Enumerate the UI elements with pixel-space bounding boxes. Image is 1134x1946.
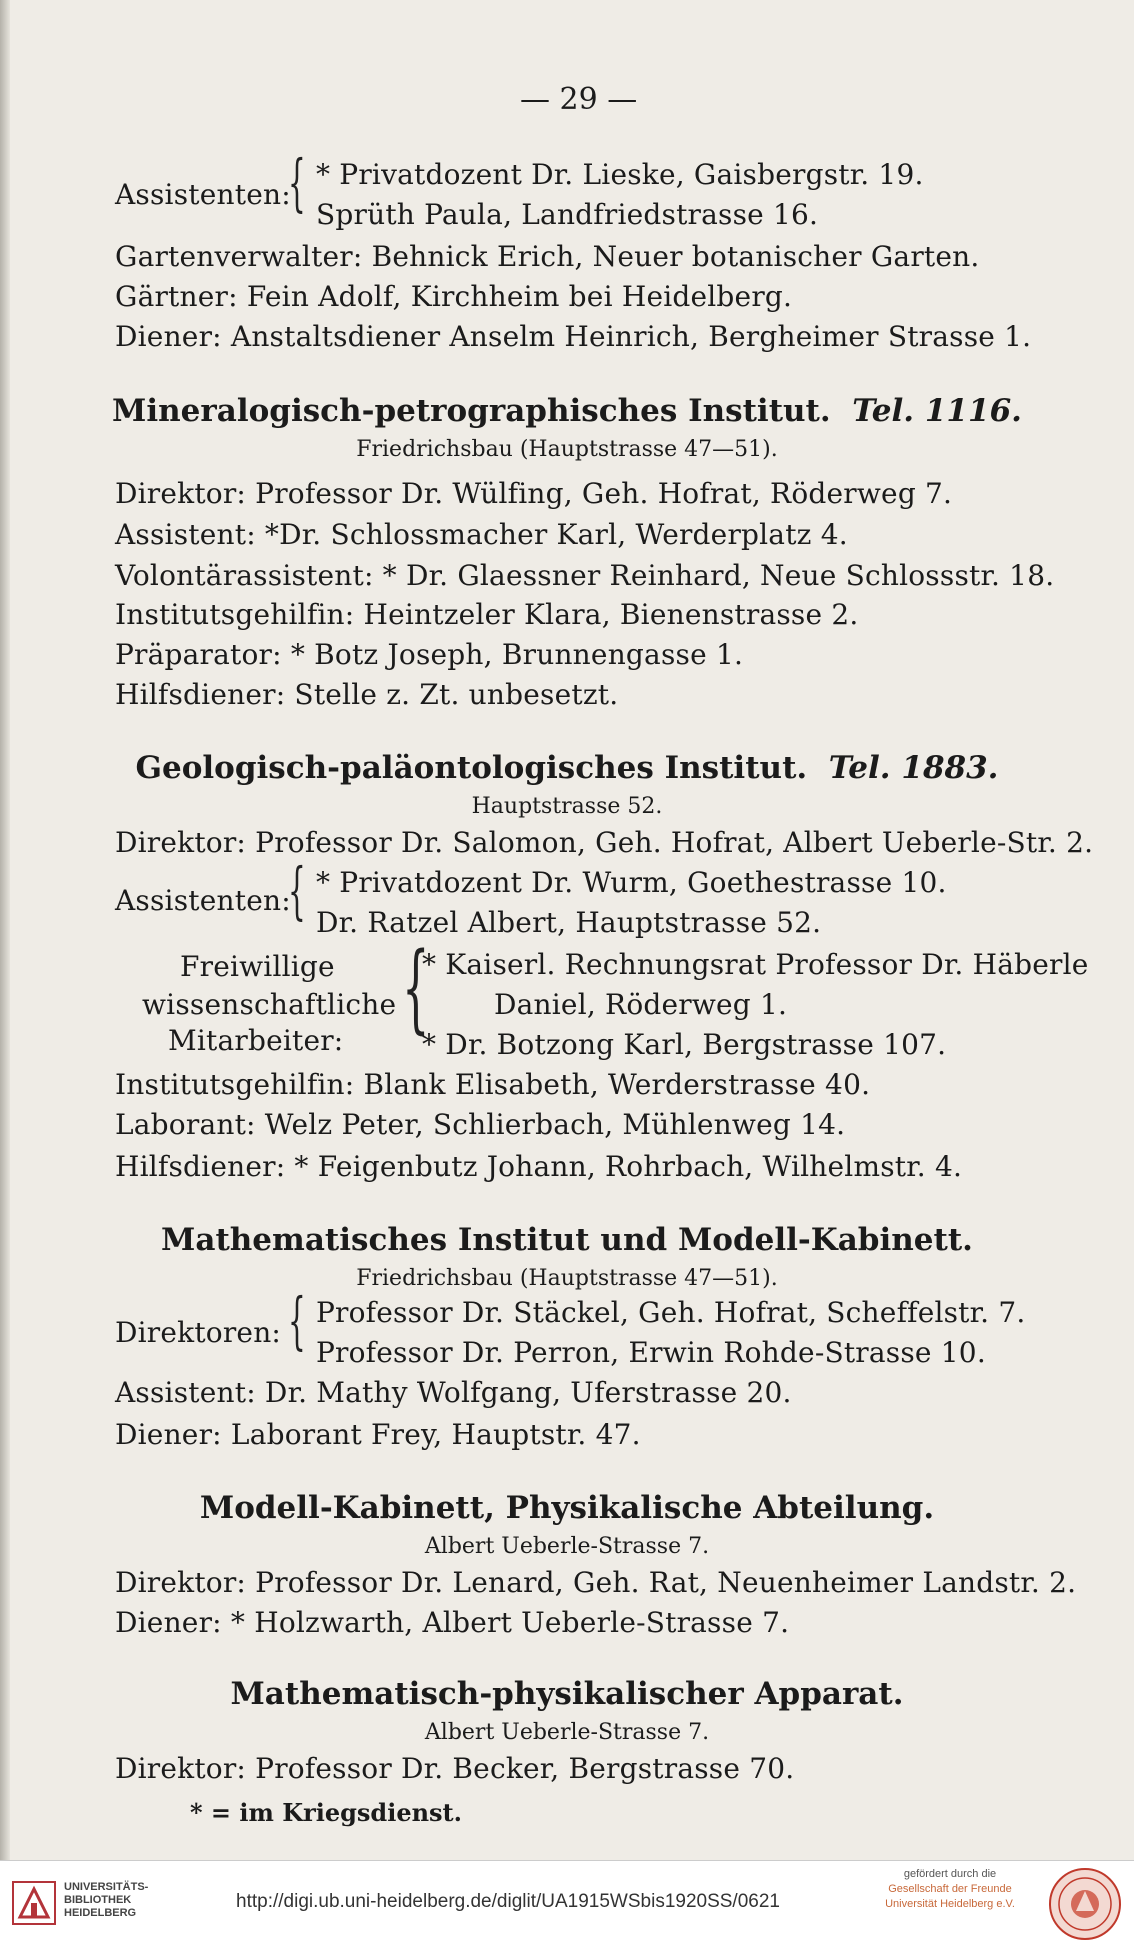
staff-line: Gärtner: Fein Adolf, Kirchheim bei Heidelberg. xyxy=(115,280,793,313)
section-address: Friedrichsbau (Hauptstrasse 47—51). xyxy=(356,1266,778,1291)
section-address: Friedrichsbau (Hauptstrasse 47—51). xyxy=(356,437,778,462)
assistant-entry: * Privatdozent Dr. Lieske, Gaisbergstr. 19. xyxy=(316,158,924,191)
university-seal-icon xyxy=(1048,1867,1122,1941)
assistant-entry: Dr. Ratzel Albert, Hauptstrasse 52. xyxy=(316,906,822,939)
directors-label: Direktoren: xyxy=(115,1316,282,1349)
director-entry: Professor Dr. Stäckel, Geh. Hofrat, Scheffelstr. 7. xyxy=(316,1296,1026,1329)
staff-line: Direktor: Professor Dr. Wülfing, Geh. Hofrat, Röderweg 7. xyxy=(115,477,953,510)
section-heading xyxy=(0,750,1134,786)
staff-line: Institutsgehilfin: Blank Elisabeth, Werderstrasse 40. xyxy=(115,1068,871,1101)
staff-line: Direktor: Professor Dr. Becker, Bergstrasse 70. xyxy=(115,1752,795,1785)
assistants-label: Assistenten: xyxy=(115,884,291,917)
library-name xyxy=(64,1881,148,1920)
sponsor-line: Universität Heidelberg e.V. xyxy=(885,1898,1015,1910)
section-heading: Mathematisch-physikalischer Apparat. xyxy=(230,1676,904,1712)
library-name-line: BIBLIOTHEK xyxy=(64,1894,132,1906)
volunteers-label: wissenschaftliche xyxy=(142,988,397,1021)
section-heading xyxy=(0,393,1134,429)
sponsor-line: Gesellschaft der Freunde xyxy=(888,1883,1012,1895)
library-logo-icon xyxy=(12,1881,56,1925)
staff-line: Direktor: Professor Dr. Salomon, Geh. Hofrat, Albert Ueberle-Str. 2. xyxy=(115,826,1094,859)
telephone: Tel. 1116. xyxy=(852,393,1022,429)
sponsor-line: gefördert durch die xyxy=(903,1868,997,1880)
permalink-url[interactable]: http://digi.ub.uni-heidelberg.de/diglit/UA1915WSbis1920SS/0621 xyxy=(236,1891,780,1912)
footnote: * = im Kriegsdienst. xyxy=(190,1798,462,1827)
staff-line: Assistent: Dr. Mathy Wolfgang, Uferstrasse 20. xyxy=(115,1376,792,1409)
institute-name: Mineralogisch-petrographisches Institut. xyxy=(112,393,831,429)
staff-line: Volontärassistent: * Dr. Glaessner Reinhard, Neue Schlossstr. 18. xyxy=(115,559,1055,592)
brace: { xyxy=(402,932,430,1044)
brace: { xyxy=(288,146,306,219)
assistant-entry: * Privatdozent Dr. Wurm, Goethestrasse 10. xyxy=(316,866,947,899)
staff-line: Hilfsdiener: * Feigenbutz Johann, Rohrbach, Wilhelmstr. 4. xyxy=(115,1150,963,1183)
staff-line: Diener: Anstaltsdiener Anselm Heinrich, Bergheimer Strasse 1. xyxy=(115,320,1032,353)
sponsor-text xyxy=(875,1867,1025,1912)
section-address: Albert Ueberle-Strasse 7. xyxy=(424,1534,710,1559)
staff-line: Gartenverwalter: Behnick Erich, Neuer botanischer Garten. xyxy=(115,240,980,273)
telephone: Tel. 1883. xyxy=(828,750,999,786)
staff-line: Direktor: Professor Dr. Lenard, Geh. Rat, Neuenheimer Landstr. 2. xyxy=(115,1566,1077,1599)
section-heading: Modell-Kabinett, Physikalische Abteilung. xyxy=(199,1490,935,1526)
volunteer-entry: Daniel, Röderweg 1. xyxy=(494,988,788,1021)
section-heading: Mathematisches Institut und Modell-Kabinett. xyxy=(161,1222,973,1258)
staff-line: Diener: * Holzwarth, Albert Ueberle-Strasse 7. xyxy=(115,1606,790,1639)
library-name-line: HEIDELBERG xyxy=(64,1907,137,1919)
brace: { xyxy=(288,1284,306,1357)
staff-line: Assistent: *Dr. Schlossmacher Karl, Werderplatz 4. xyxy=(115,518,848,551)
assistants-label: Assistenten: xyxy=(115,178,291,211)
volunteer-entry: * Dr. Botzong Karl, Bergstrasse 107. xyxy=(422,1028,947,1061)
staff-line: Diener: Laborant Frey, Hauptstr. 47. xyxy=(115,1418,641,1451)
page-number: — 29 — xyxy=(520,82,638,117)
staff-line: Laborant: Welz Peter, Schlierbach, Mühlenweg 14. xyxy=(115,1108,846,1141)
brace: { xyxy=(288,854,306,927)
volunteers-label: Mitarbeiter: xyxy=(168,1024,344,1057)
footer-bar xyxy=(0,1860,1134,1946)
staff-line: Präparator: * Botz Joseph, Brunnengasse 1. xyxy=(115,638,744,671)
section-address: Albert Ueberle-Strasse 7. xyxy=(424,1720,710,1745)
volunteer-entry: * Kaiserl. Rechnungsrat Professor Dr. Häberle xyxy=(422,948,1089,981)
staff-line: Institutsgehilfin: Heintzeler Klara, Bienenstrasse 2. xyxy=(115,598,859,631)
assistant-entry: Sprüth Paula, Landfriedstrasse 16. xyxy=(316,198,819,231)
volunteers-label: Freiwillige xyxy=(180,950,335,983)
director-entry: Professor Dr. Perron, Erwin Rohde-Strasse 10. xyxy=(316,1336,986,1369)
page-edge-shadow xyxy=(0,0,10,1860)
section-address: Hauptstrasse 52. xyxy=(471,794,663,819)
institute-name: Geologisch-paläontologisches Institut. xyxy=(135,750,808,786)
library-name-line: UNIVERSITÄTS- xyxy=(64,1881,149,1893)
staff-line: Hilfsdiener: Stelle z. Zt. unbesetzt. xyxy=(115,678,619,711)
